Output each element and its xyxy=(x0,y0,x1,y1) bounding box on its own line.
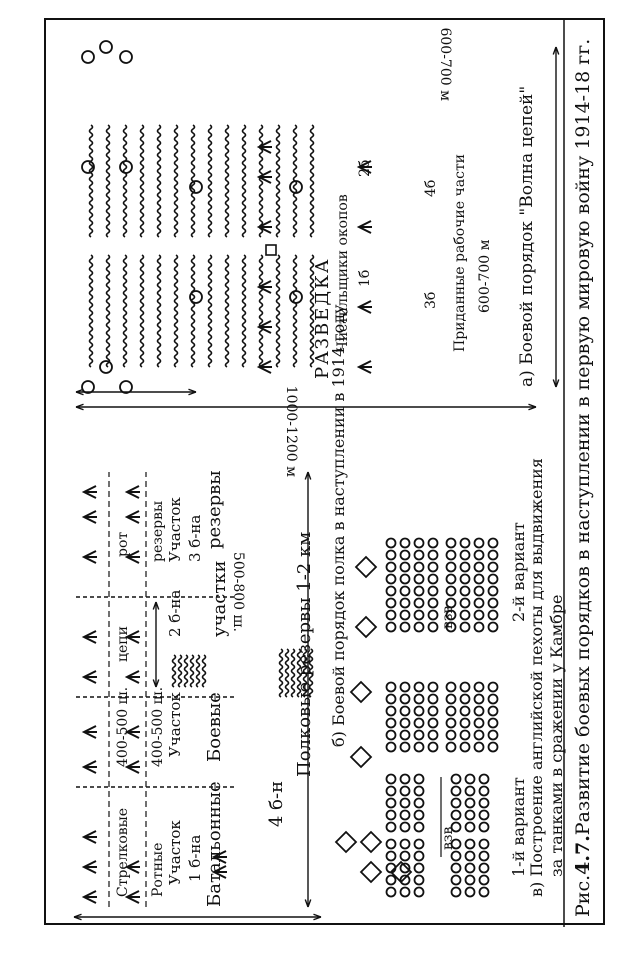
infantry-group xyxy=(452,864,461,873)
infantry-group xyxy=(447,575,456,584)
label-distance-1: 400-500 ш. xyxy=(115,686,131,767)
rifle-chain-symbol xyxy=(84,761,97,773)
infantry-group xyxy=(489,743,498,752)
label-combat: Боевые xyxy=(204,692,225,762)
infantry-group xyxy=(387,551,396,560)
battalion-1-label: 1б xyxy=(357,269,373,287)
infantry-group xyxy=(401,707,410,716)
platoon-label-2: взв xyxy=(440,605,456,629)
wave-unit-symbol xyxy=(359,301,372,313)
infantry-group xyxy=(429,599,438,608)
infantry-group xyxy=(429,611,438,620)
infantry-group xyxy=(415,743,424,752)
rifle-chain-symbol xyxy=(84,511,97,523)
infantry-group xyxy=(401,840,410,849)
infantry-group xyxy=(461,719,470,728)
infantry-group xyxy=(461,539,470,548)
battalion-distance: 500-800 ш. xyxy=(230,551,246,632)
section-a-title: а) Боевой порядок "Волна цепей" xyxy=(517,85,537,387)
tank-symbol xyxy=(356,557,376,577)
infantry-group xyxy=(475,611,484,620)
infantry-group xyxy=(401,787,410,796)
label-fourth-battalion: 4 б-н xyxy=(266,780,287,827)
infantry-group xyxy=(452,852,461,861)
chain-wave xyxy=(209,125,212,237)
infantry-group xyxy=(475,599,484,608)
infantry-group xyxy=(489,611,498,620)
chain-wave xyxy=(192,255,195,367)
infantry-group xyxy=(447,539,456,548)
infantry-group xyxy=(452,876,461,885)
infantry-group xyxy=(387,876,396,885)
infantry-group xyxy=(415,840,424,849)
wave-unit-symbol xyxy=(359,221,372,233)
infantry-group xyxy=(401,551,410,560)
infantry-group xyxy=(401,888,410,897)
rifle-chain-symbol xyxy=(84,551,97,563)
infantry-group xyxy=(461,563,470,572)
infantry-group xyxy=(480,876,489,885)
infantry-group xyxy=(461,575,470,584)
infantry-group xyxy=(415,539,424,548)
wave-unit-symbol xyxy=(259,141,272,153)
recon-circle xyxy=(120,381,132,393)
recon-label: РАЗВЕДКА xyxy=(312,257,333,379)
infantry-group xyxy=(401,575,410,584)
chain-wave xyxy=(141,125,144,237)
variant-2-label: 2-й вариант xyxy=(509,522,528,622)
tank-symbol xyxy=(356,617,376,637)
infantry-group xyxy=(452,787,461,796)
chain-wave xyxy=(90,255,93,367)
wave-unit-symbol xyxy=(259,221,272,233)
infantry-group xyxy=(480,775,489,784)
chain-wave xyxy=(277,125,280,237)
chain-wave xyxy=(209,255,212,367)
figure-canvas xyxy=(46,20,607,927)
chain-wave xyxy=(107,125,110,237)
infantry-group xyxy=(452,888,461,897)
infantry-group xyxy=(489,563,498,572)
infantry-group xyxy=(429,551,438,560)
infantry-group xyxy=(415,599,424,608)
chain-wave xyxy=(260,125,263,237)
chain-wave xyxy=(175,255,178,367)
infantry-group xyxy=(461,611,470,620)
infantry-group xyxy=(401,599,410,608)
depth-distance: 600-700 м xyxy=(477,239,493,313)
infantry-group xyxy=(415,775,424,784)
infantry-group xyxy=(461,683,470,692)
figure-caption: Рис.4.7.Развитие боевых порядков в наступлении в первую мировую войну 1914-18 гг. xyxy=(572,38,594,917)
infantry-group xyxy=(480,787,489,796)
regimental-reserve-wave xyxy=(280,649,283,697)
wave-unit-symbol xyxy=(359,361,372,373)
infantry-group xyxy=(401,563,410,572)
recon-circle xyxy=(120,51,132,63)
infantry-group xyxy=(466,823,475,832)
rifle-chain-symbol xyxy=(84,891,97,903)
infantry-group xyxy=(429,575,438,584)
infantry-group xyxy=(415,575,424,584)
infantry-group xyxy=(415,787,424,796)
infantry-group xyxy=(401,611,410,620)
infantry-group xyxy=(447,743,456,752)
infantry-group xyxy=(447,707,456,716)
chain-wave xyxy=(158,255,161,367)
infantry-group xyxy=(466,840,475,849)
infantry-group xyxy=(489,575,498,584)
infantry-group xyxy=(429,563,438,572)
chain-wave xyxy=(158,125,161,237)
battalion-wave xyxy=(197,655,200,687)
infantry-group xyxy=(387,775,396,784)
infantry-group xyxy=(415,683,424,692)
label-rifle: Стрелковые xyxy=(115,807,131,897)
infantry-group xyxy=(489,587,498,596)
infantry-group xyxy=(489,551,498,560)
chain-wave xyxy=(141,255,144,367)
battalion-wave xyxy=(191,655,194,687)
infantry-group xyxy=(447,587,456,596)
infantry-group xyxy=(387,743,396,752)
infantry-group xyxy=(475,587,484,596)
infantry-group xyxy=(461,695,470,704)
infantry-group xyxy=(387,599,396,608)
infantry-group xyxy=(480,852,489,861)
infantry-group xyxy=(429,719,438,728)
infantry-group xyxy=(489,731,498,740)
label-chains: цепи xyxy=(115,626,131,662)
infantry-group xyxy=(461,623,470,632)
recon-circle xyxy=(100,361,112,373)
label-sector-1: Участок xyxy=(166,820,184,885)
label-battalion-2: 2 б-на xyxy=(166,589,184,637)
infantry-group xyxy=(387,840,396,849)
infantry-group xyxy=(461,551,470,560)
infantry-group xyxy=(415,888,424,897)
infantry-group xyxy=(429,731,438,740)
tank-symbol xyxy=(361,832,381,852)
section-c-title: в) Построение английской пехоты для выдвижения xyxy=(527,458,546,897)
infantry-group xyxy=(429,707,438,716)
rifle-chain-symbol xyxy=(84,861,97,873)
label-sector-3: Участок xyxy=(166,497,184,562)
infantry-group xyxy=(466,799,475,808)
infantry-group xyxy=(415,852,424,861)
infantry-group xyxy=(415,551,424,560)
infantry-group xyxy=(387,799,396,808)
infantry-group xyxy=(466,811,475,820)
rifle-chain-symbol xyxy=(84,671,97,683)
infantry-group xyxy=(387,575,396,584)
infantry-group xyxy=(401,623,410,632)
infantry-group xyxy=(475,575,484,584)
infantry-group xyxy=(401,823,410,832)
label-regimental-reserves: Полковые резервы 1-2 км xyxy=(294,531,315,777)
label-distance-2: 400-500 ш. xyxy=(150,686,166,767)
command-post-square xyxy=(266,245,276,255)
infantry-group xyxy=(489,707,498,716)
infantry-group xyxy=(387,611,396,620)
infantry-group xyxy=(387,683,396,692)
infantry-group xyxy=(387,623,396,632)
infantry-group xyxy=(447,719,456,728)
infantry-group xyxy=(429,539,438,548)
label-sector-2: Участок xyxy=(166,692,184,757)
infantry-group xyxy=(475,731,484,740)
battalion-4-label: 4б xyxy=(423,179,439,197)
platoon-label-1: взв xyxy=(440,826,456,850)
battalion-wave xyxy=(185,655,188,687)
variant-1-label: 1-й вариант xyxy=(509,777,528,877)
infantry-group xyxy=(480,799,489,808)
chain-wave xyxy=(243,255,246,367)
infantry-group xyxy=(480,864,489,873)
infantry-group xyxy=(401,852,410,861)
chain-wave xyxy=(311,125,314,237)
recon-circle xyxy=(100,41,112,53)
infantry-group xyxy=(387,587,396,596)
label-reserves-small: резервы xyxy=(150,500,166,562)
infantry-group xyxy=(387,852,396,861)
rifle-chain-symbol xyxy=(84,631,97,643)
infantry-group xyxy=(415,623,424,632)
label-battalion-3: 3 б-на xyxy=(186,514,204,562)
rifle-chain-symbol xyxy=(84,831,97,843)
infantry-group xyxy=(480,811,489,820)
infantry-group xyxy=(401,799,410,808)
infantry-group xyxy=(466,852,475,861)
infantry-group xyxy=(480,840,489,849)
chain-wave xyxy=(226,255,229,367)
chain-wave xyxy=(243,125,246,237)
infantry-group xyxy=(415,876,424,885)
infantry-group xyxy=(387,707,396,716)
company-reserve-symbol xyxy=(127,671,140,683)
infantry-group xyxy=(387,787,396,796)
battalion-wave xyxy=(179,655,182,687)
infantry-group xyxy=(429,695,438,704)
infantry-group xyxy=(415,799,424,808)
infantry-group xyxy=(447,695,456,704)
recon-circle xyxy=(82,381,94,393)
tank-symbol xyxy=(336,832,356,852)
tank-symbol xyxy=(361,862,381,882)
chain-wave xyxy=(294,255,297,367)
infantry-group xyxy=(415,707,424,716)
battalion-wave xyxy=(203,655,206,687)
infantry-group xyxy=(475,719,484,728)
infantry-group xyxy=(475,743,484,752)
infantry-group xyxy=(475,695,484,704)
infantry-group xyxy=(475,539,484,548)
infantry-group xyxy=(452,775,461,784)
infantry-group xyxy=(429,623,438,632)
recon-circle xyxy=(82,51,94,63)
rifle-chain-symbol xyxy=(84,486,97,498)
infantry-group xyxy=(401,695,410,704)
infantry-group xyxy=(415,563,424,572)
infantry-group xyxy=(415,611,424,620)
trench-clearers-label: Чистильщики окопов xyxy=(335,194,351,352)
chain-wave xyxy=(124,125,127,237)
label-reserves: резервы xyxy=(204,470,225,549)
infantry-group xyxy=(447,683,456,692)
infantry-group xyxy=(429,683,438,692)
infantry-group xyxy=(447,551,456,560)
infantry-group xyxy=(489,719,498,728)
infantry-group xyxy=(489,599,498,608)
infantry-group xyxy=(429,587,438,596)
infantry-group xyxy=(415,719,424,728)
infantry-group xyxy=(387,719,396,728)
infantry-group xyxy=(415,731,424,740)
figure-frame xyxy=(44,18,605,925)
tank-symbol xyxy=(351,682,371,702)
infantry-group xyxy=(475,551,484,560)
company-reserve-symbol xyxy=(127,511,140,523)
regimental-reserve-wave xyxy=(286,649,289,697)
infantry-group xyxy=(387,695,396,704)
infantry-group xyxy=(475,707,484,716)
infantry-group xyxy=(401,731,410,740)
regiment-front-distance: 1000-1200 м xyxy=(283,385,299,477)
infantry-group xyxy=(480,888,489,897)
infantry-group xyxy=(415,587,424,596)
infantry-group xyxy=(461,587,470,596)
infantry-group xyxy=(387,888,396,897)
label-companies: рот xyxy=(115,531,131,557)
label-battalion-sectors: Батальонные xyxy=(204,781,225,907)
infantry-group xyxy=(429,743,438,752)
infantry-group xyxy=(401,719,410,728)
infantry-group xyxy=(461,743,470,752)
infantry-group xyxy=(415,864,424,873)
infantry-group xyxy=(480,823,489,832)
infantry-group xyxy=(466,876,475,885)
infantry-group xyxy=(466,775,475,784)
label-company: Ротные xyxy=(150,842,166,897)
rifle-chain-symbol xyxy=(84,726,97,738)
infantry-group xyxy=(401,811,410,820)
infantry-group xyxy=(489,695,498,704)
chain-wave xyxy=(90,125,93,237)
chain-wave xyxy=(175,125,178,237)
section-c-subtitle: за танками в сражении у Камбре xyxy=(547,594,566,877)
chain-wave xyxy=(277,255,280,367)
infantry-group xyxy=(475,623,484,632)
infantry-group xyxy=(401,683,410,692)
battalion-hq-circle xyxy=(190,291,202,303)
attached-units-label: Приданные рабочие части xyxy=(452,153,468,352)
infantry-group xyxy=(387,811,396,820)
infantry-group xyxy=(461,731,470,740)
infantry-group xyxy=(489,623,498,632)
label-battalion-1: 1 б-на xyxy=(186,834,204,882)
infantry-group xyxy=(401,743,410,752)
chain-wave xyxy=(260,255,263,367)
tank-symbol xyxy=(351,747,371,767)
infantry-group xyxy=(466,888,475,897)
infantry-group xyxy=(415,811,424,820)
infantry-group xyxy=(401,775,410,784)
company-reserve-symbol xyxy=(127,486,140,498)
battalion-3-label: 3б xyxy=(423,291,439,309)
infantry-group xyxy=(461,707,470,716)
infantry-group xyxy=(489,539,498,548)
infantry-group xyxy=(461,599,470,608)
chain-wave xyxy=(226,125,229,237)
infantry-group xyxy=(415,823,424,832)
battalion-2-label: 2б xyxy=(357,159,373,177)
battalion-wave xyxy=(173,655,176,687)
infantry-group xyxy=(415,695,424,704)
infantry-group xyxy=(452,811,461,820)
chain-wave xyxy=(124,255,127,367)
front-distance: 600-700 м xyxy=(437,27,453,101)
infantry-group xyxy=(475,683,484,692)
chain-wave xyxy=(107,255,110,367)
infantry-group xyxy=(447,563,456,572)
infantry-group xyxy=(387,539,396,548)
infantry-group xyxy=(387,731,396,740)
infantry-group xyxy=(489,683,498,692)
infantry-group xyxy=(466,787,475,796)
infantry-group xyxy=(401,587,410,596)
infantry-group xyxy=(466,864,475,873)
infantry-group xyxy=(401,539,410,548)
label-sectors: участки xyxy=(209,560,230,637)
infantry-group xyxy=(447,731,456,740)
infantry-group xyxy=(452,799,461,808)
infantry-group xyxy=(387,823,396,832)
infantry-group xyxy=(475,563,484,572)
infantry-group xyxy=(387,563,396,572)
section-b-title: б) Боевой порядок полка в наступлении в 1914 году xyxy=(329,304,348,747)
